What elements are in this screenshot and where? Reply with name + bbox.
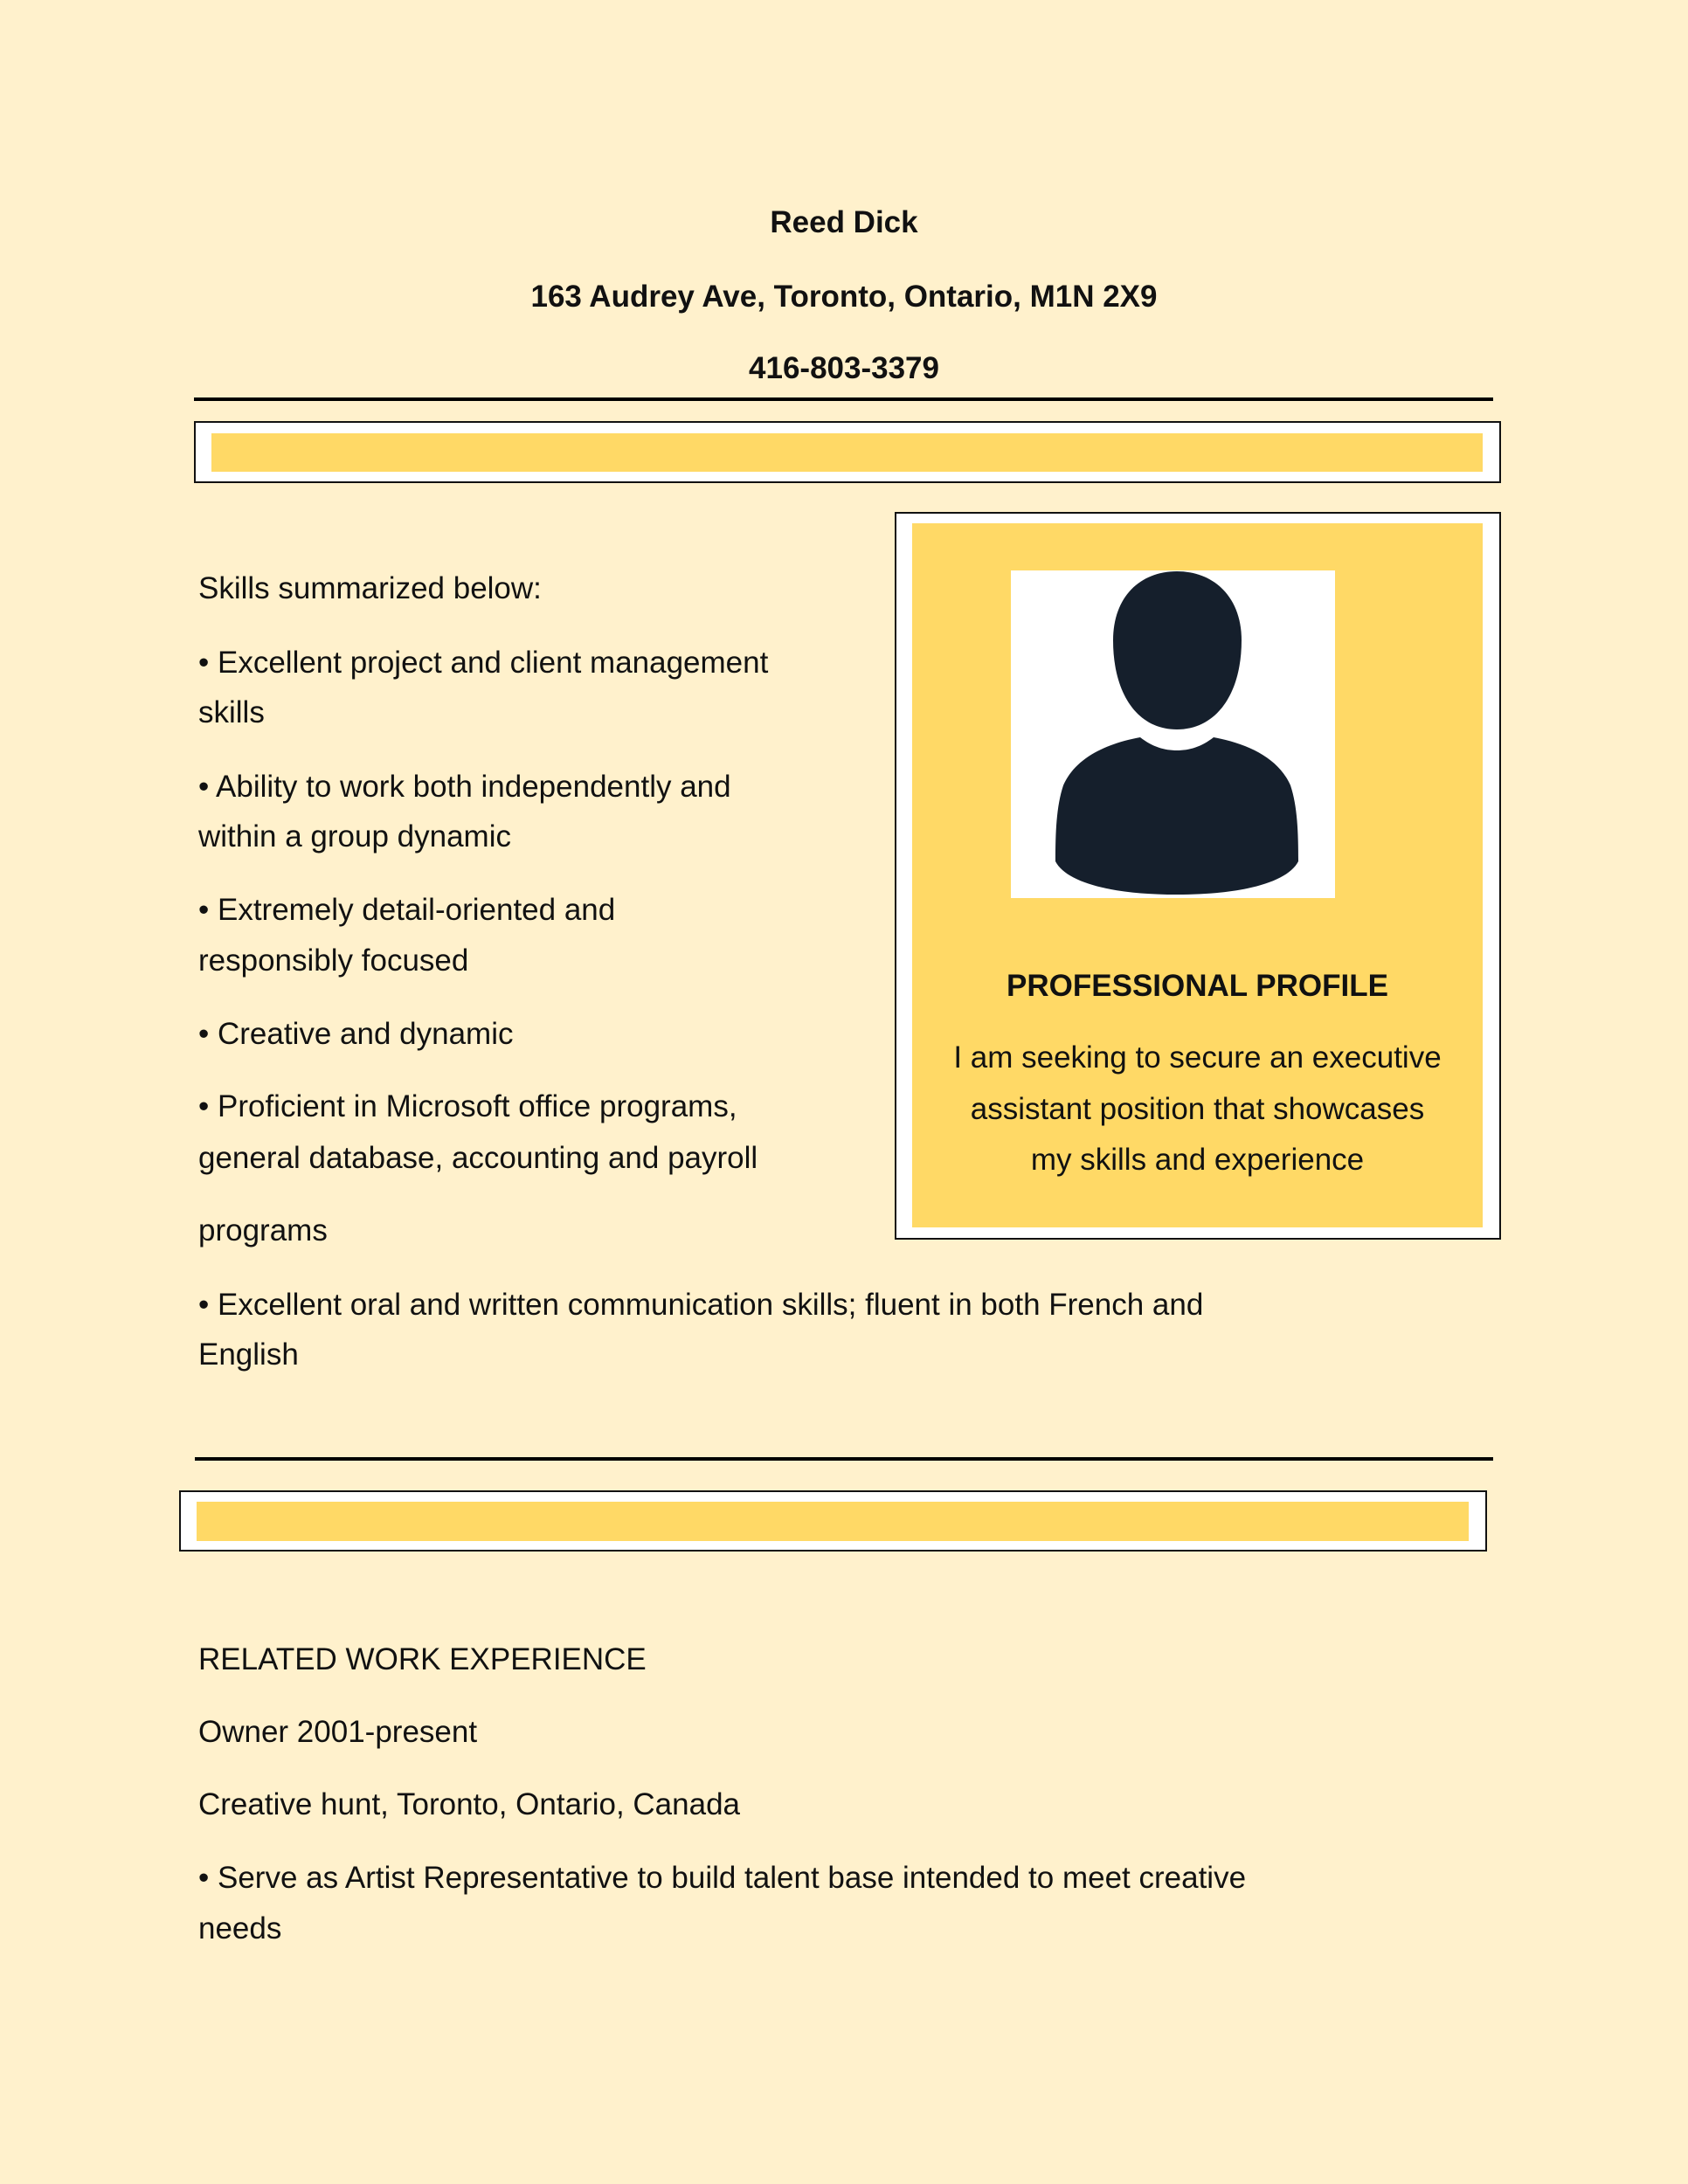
skill-line: • Excellent project and client management: [198, 646, 769, 680]
skill-line: programs: [198, 1213, 328, 1248]
experience-bullet-line: • Serve as Artist Representative to build talent base intended to meet creative: [198, 1861, 1247, 1895]
experience-company: Creative hunt, Toronto, Ontario, Canada: [198, 1787, 741, 1821]
decorative-band-top-fill: [211, 433, 1483, 472]
skill-line: • Proficient in Microsoft office programs,: [198, 1089, 737, 1123]
resume-address: 163 Audrey Ave, Toronto, Ontario, M1N 2X9: [530, 280, 1158, 314]
profile-heading: PROFESSIONAL PROFILE: [1007, 969, 1388, 1003]
skill-line: • Extremely detail-oriented and: [198, 893, 616, 927]
profile-photo: [1011, 570, 1335, 898]
skill-line: • Excellent oral and written communication skills; fluent in both French and: [198, 1288, 1204, 1322]
skill-line: skills: [198, 695, 265, 729]
experience-heading: RELATED WORK EXPERIENCE: [198, 1642, 647, 1676]
decorative-band-bottom-fill: [197, 1502, 1469, 1541]
profile-text-line: my skills and experience: [1030, 1143, 1365, 1177]
skills-intro: Skills summarized below:: [198, 571, 542, 605]
profile-text-line: assistant position that showcases: [970, 1092, 1425, 1126]
skill-line: general database, accounting and payroll: [198, 1141, 758, 1175]
user-silhouette-icon: [1011, 570, 1335, 898]
section-divider: [195, 1457, 1493, 1461]
skill-line: within a group dynamic: [198, 819, 511, 854]
header-divider: [194, 397, 1493, 401]
skill-line: • Creative and dynamic: [198, 1017, 514, 1051]
resume-phone: 416-803-3379: [749, 351, 939, 385]
resume-name: Reed Dick: [770, 205, 918, 239]
experience-role: Owner 2001-present: [198, 1715, 478, 1749]
experience-bullet-line: needs: [198, 1911, 282, 1946]
skill-line: responsibly focused: [198, 943, 469, 978]
skill-line: English: [198, 1337, 299, 1372]
skill-line: • Ability to work both independently and: [198, 770, 731, 804]
profile-text-line: I am seeking to secure an executive: [953, 1040, 1442, 1075]
